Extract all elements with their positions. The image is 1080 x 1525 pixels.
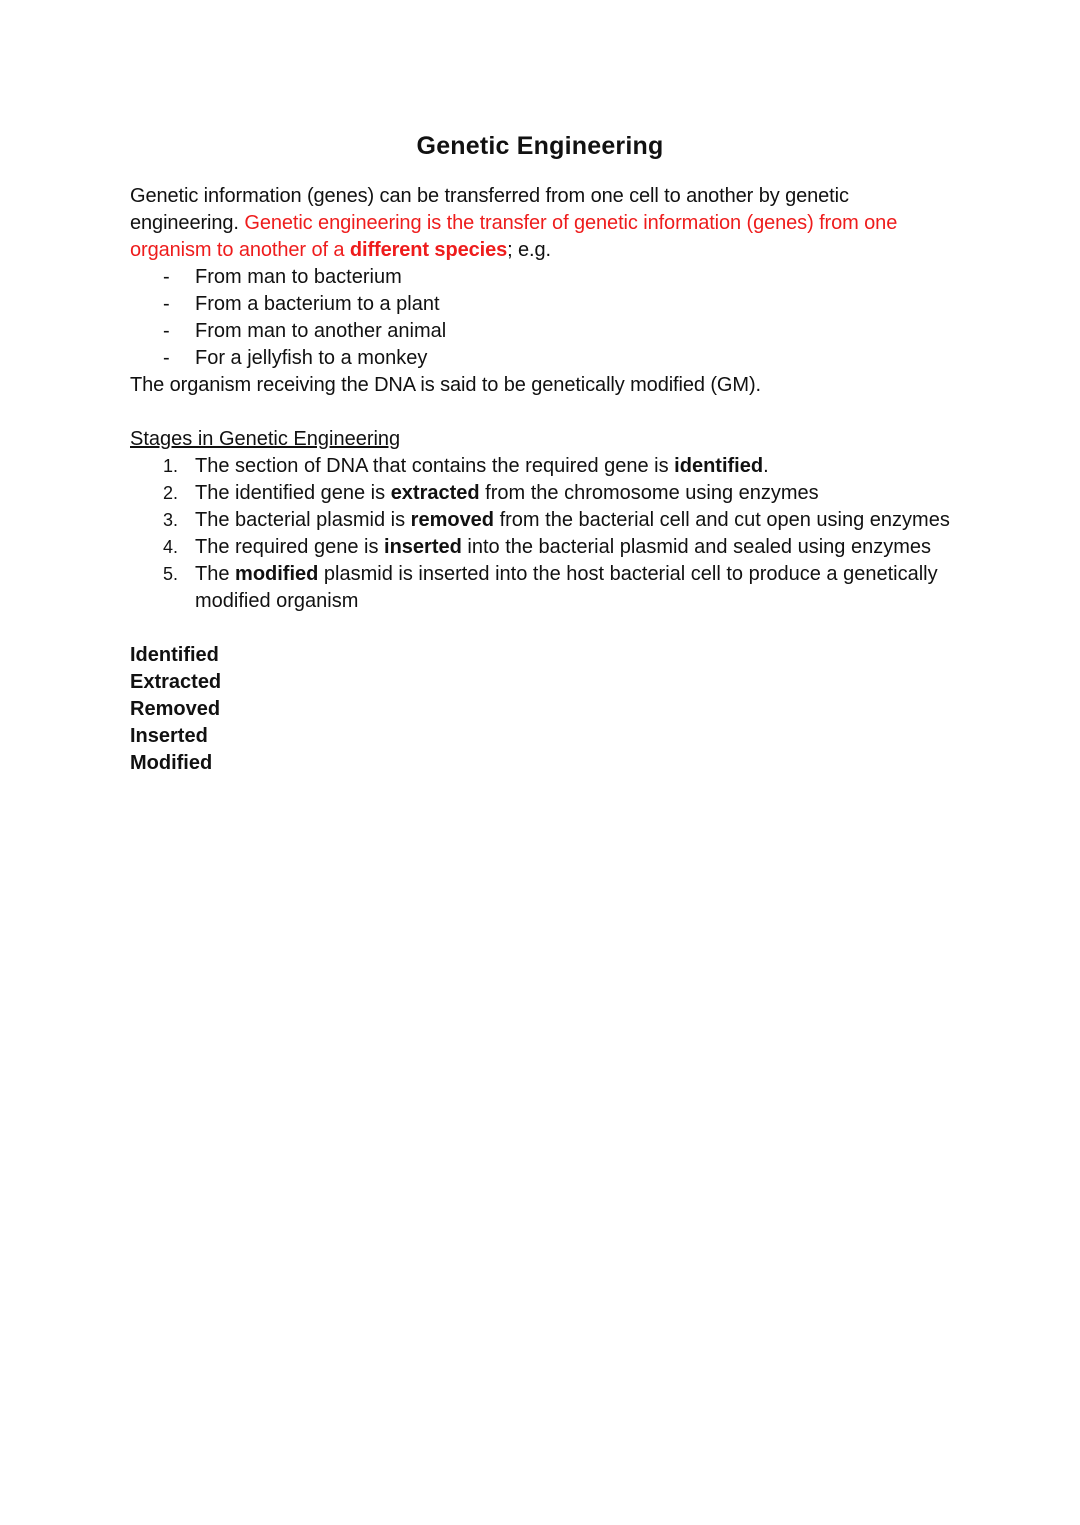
list-item [130, 264, 950, 291]
stage-keyword: extracted [390, 482, 480, 504]
definition-suffix: ; e.g. [507, 239, 551, 261]
stage-text-after: from the bacterial cell and cut open using enzymes [494, 509, 950, 531]
keywords-list [130, 642, 950, 777]
stage-keyword: removed [410, 509, 495, 531]
stage-text-after: . [763, 455, 769, 477]
dash-marker: - [163, 293, 170, 315]
keyword: Removed [130, 698, 221, 720]
stage-item [130, 534, 950, 561]
list-item-text: From man to bacterium [195, 266, 402, 288]
list-item-text: From a bacterium to a plant [195, 293, 440, 315]
stage-number: 2. [163, 483, 179, 503]
stage-text-after: into the bacterial plasmid and sealed using enzymes [461, 536, 931, 558]
list-item [130, 318, 950, 345]
dash-marker: - [163, 347, 170, 369]
list-item [130, 291, 950, 318]
dash-marker: - [163, 266, 170, 288]
spacer [130, 399, 950, 426]
stage-number: 5. [163, 564, 179, 584]
stage-text-after: from the chromosome using enzymes [479, 482, 819, 504]
stage-text-after: plasmid is inserted into the host bacterial cell to produce a genetically modified organism [195, 563, 938, 612]
stage-keyword: identified [674, 455, 764, 477]
stage-keyword: inserted [384, 536, 462, 558]
list-item-text: For a jellyfish to a monkey [195, 347, 428, 369]
stage-keyword: modified [235, 563, 319, 585]
keyword: Extracted [130, 671, 222, 693]
intro-paragraph [130, 183, 950, 264]
stage-text: The required gene is [195, 536, 385, 558]
definition-bold: different species [349, 239, 508, 261]
stage-item [130, 561, 950, 615]
list-item-text: From man to another animal [195, 320, 447, 342]
spacer [130, 615, 950, 642]
keyword: Modified [130, 752, 213, 774]
stage-item [130, 453, 950, 480]
definition-text: Genetic engineering is the transfer of genetic information (genes) from one organism to another of a [130, 212, 898, 261]
dash-marker: - [163, 320, 170, 342]
stage-item [130, 507, 950, 534]
stage-number: 3. [163, 510, 179, 530]
stages-heading: Stages in Genetic Engineering [130, 428, 401, 450]
stage-text: The section of DNA that contains the required gene is [195, 455, 675, 477]
stage-text: The identified gene is [195, 482, 391, 504]
stage-item [130, 480, 950, 507]
keyword: Identified [130, 644, 219, 666]
page-title: Genetic Engineering [416, 132, 664, 160]
gm-statement: The organism receiving the DNA is said to be genetically modified (GM). [130, 374, 761, 396]
stage-text: The [195, 563, 236, 585]
examples-list [130, 264, 950, 372]
document-page [130, 128, 950, 777]
keyword: Inserted [130, 725, 208, 747]
stage-number: 1. [163, 456, 179, 476]
stage-text: The bacterial plasmid is [195, 509, 411, 531]
list-item [130, 345, 950, 372]
stage-number: 4. [163, 537, 179, 557]
stages-list [130, 453, 950, 615]
intro-sentence: Genetic information (genes) can be transferred from one cell to another by genetic engineering. [130, 185, 849, 234]
